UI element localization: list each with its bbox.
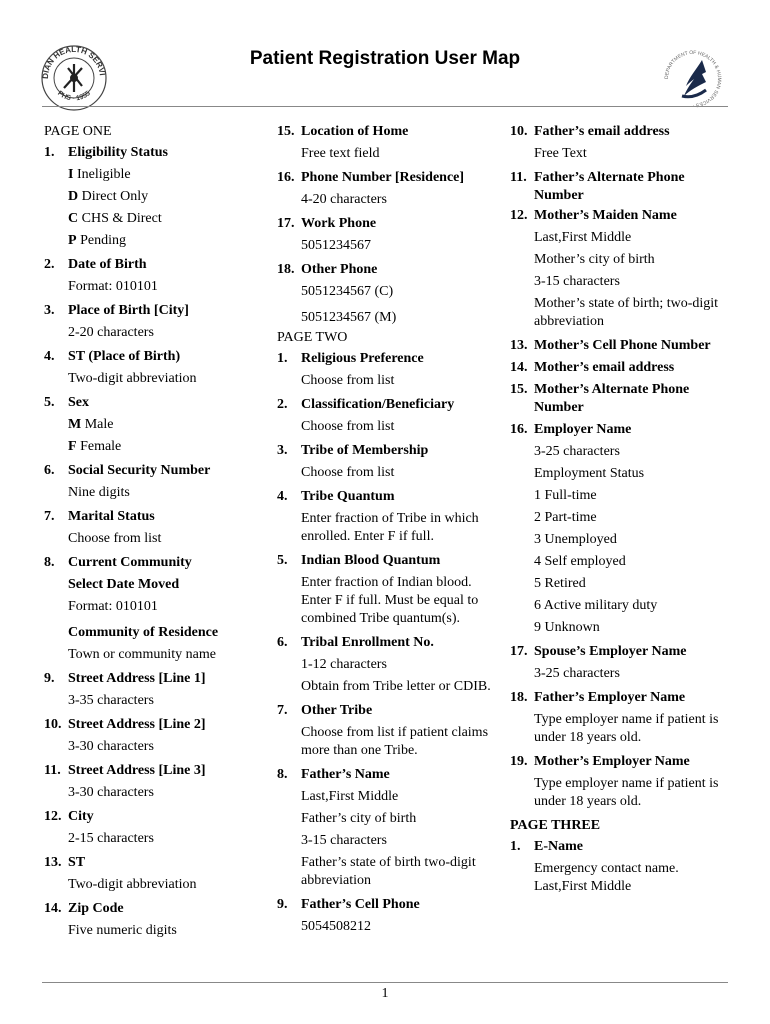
- column-2: [277, 123, 499, 942]
- section-page-one: PAGE ONE: [44, 124, 112, 139]
- item-fathers-name: 8. Father’s Name Last,First Middle Father’s city of birth 3-15 characters Father’s state of birth two-digit abbreviation: [277, 767, 476, 888]
- item-employer-name: 16. Employer Name 3-25 characters Employment Status 1 Full-time 2 Part-time 3 Unemployed 4 Self employed 5 Retired 6 Active military duty 9 Unknown: [510, 422, 658, 635]
- item-tribal-enrollment-no: 6. Tribal Enrollment No. 1-12 characters Obtain from Tribe letter or CDIB.: [277, 635, 491, 694]
- item-mothers-cell-phone: 13. Mother’s Cell Phone Number: [510, 338, 711, 353]
- section-page-two: PAGE TWO: [277, 330, 348, 345]
- item-e-name: 1. E-Name Emergency contact name. Last,First Middle: [510, 839, 679, 894]
- item-ssn: 6. Social Security Number Nine digits: [44, 463, 211, 500]
- item-mothers-maiden-name: 12. Mother’s Maiden Name Last,First Middle Mother’s city of birth 3-15 characters Mother’s state of birth; two-digit abbreviation: [510, 208, 719, 329]
- page-title: Patient Registration User Map: [249, 48, 521, 69]
- hhs-seal-logo: [660, 46, 726, 112]
- column-1: [44, 123, 264, 946]
- item-religious-preference: 1. Religious Preference Choose from list: [277, 351, 424, 388]
- item-tribe-of-membership: 3. Tribe of Membership Choose from list: [277, 443, 429, 480]
- item-date-of-birth: 2. Date of Birth Format: 010101: [44, 257, 158, 294]
- item-classification-beneficiary: 2. Classification/Beneficiary Choose from list: [277, 397, 455, 434]
- item-other-phone: 18. Other Phone 5051234567 (C) 5051234567 (M): [277, 262, 397, 325]
- item-st-place-of-birth: 4. ST (Place of Birth) Two-digit abbreviation: [44, 349, 197, 386]
- item-mothers-email: 14. Mother’s email address: [510, 360, 675, 375]
- item-place-of-birth: 3. Place of Birth [City] 2-20 characters: [44, 303, 189, 340]
- header-divider: [42, 106, 728, 107]
- item-current-community: 8. Current Community Select Date Moved Format: 010101 Community of Residence Town or community name: [44, 555, 219, 662]
- item-marital-status: 7. Marital Status Choose from list: [44, 509, 162, 546]
- item-city: 12. City 2-15 characters: [44, 809, 154, 846]
- item-street-address-1: 9. Street Address [Line 1] 3-35 characters: [44, 671, 206, 708]
- page-number: 1: [381, 986, 389, 1001]
- section-page-three: PAGE THREE: [510, 818, 601, 833]
- item-zip-code: 14. Zip Code Five numeric digits: [44, 901, 177, 938]
- item-fathers-cell-phone: 9. Father’s Cell Phone 5054508212: [277, 897, 420, 934]
- item-eligibility-status: 1. Eligibility Status I Ineligible D Direct Only C CHS & Direct P Pending: [44, 145, 168, 248]
- footer-divider: [42, 982, 728, 983]
- item-sex: 5. Sex M Male F Female: [44, 395, 122, 454]
- item-fathers-email: 10. Father’s email address Free Text: [510, 124, 670, 161]
- column-3: [510, 123, 732, 902]
- item-other-tribe: 7. Other Tribe Choose from list if patient claims more than one Tribe.: [277, 703, 489, 758]
- item-work-phone: 17. Work Phone 5051234567: [277, 216, 377, 253]
- svg-text:INDIAN HEALTH SERVICE: DIAN HEALTH SERVI: [40, 44, 107, 80]
- item-spouses-employer-name: 17. Spouse’s Employer Name 3-25 characters: [510, 644, 687, 681]
- item-st: 13. ST Two-digit abbreviation: [44, 855, 197, 892]
- item-location-of-home: 15. Location of Home Free text field: [277, 124, 409, 161]
- item-indian-blood-quantum: 5. Indian Blood Quantum Enter fraction of Indian blood. Enter F if full. Must be equal to combined Tribe quantum(s).: [277, 553, 479, 626]
- item-street-address-2: 10. Street Address [Line 2] 3-30 characters: [44, 717, 206, 754]
- item-mothers-employer-name: 19. Mother’s Employer Name Type employer name if patient is under 18 years old.: [510, 754, 719, 809]
- item-mothers-alternate-phone: 15. Mother’s Alternate Phone Number: [510, 382, 690, 415]
- svg-text:PHS · 1955: PHS · 1955: [56, 89, 92, 103]
- item-fathers-alternate-phone: 11. Father’s Alternate Phone Number: [510, 170, 685, 203]
- item-fathers-employer-name: 18. Father’s Employer Name Type employer name if patient is under 18 years old.: [510, 690, 719, 745]
- svg-text:DEPARTMENT OF HEALTH & HUMAN S: DEPARTMENT OF HEALTH & HUMAN SERVICES ·: [663, 49, 723, 109]
- item-tribe-quantum: 4. Tribe Quantum Enter fraction of Tribe in which enrolled. Enter F if full.: [277, 489, 479, 544]
- item-street-address-3: 11. Street Address [Line 3] 3-30 characters: [44, 763, 206, 800]
- item-phone-residence: 16. Phone Number [Residence] 4-20 characters: [277, 170, 465, 207]
